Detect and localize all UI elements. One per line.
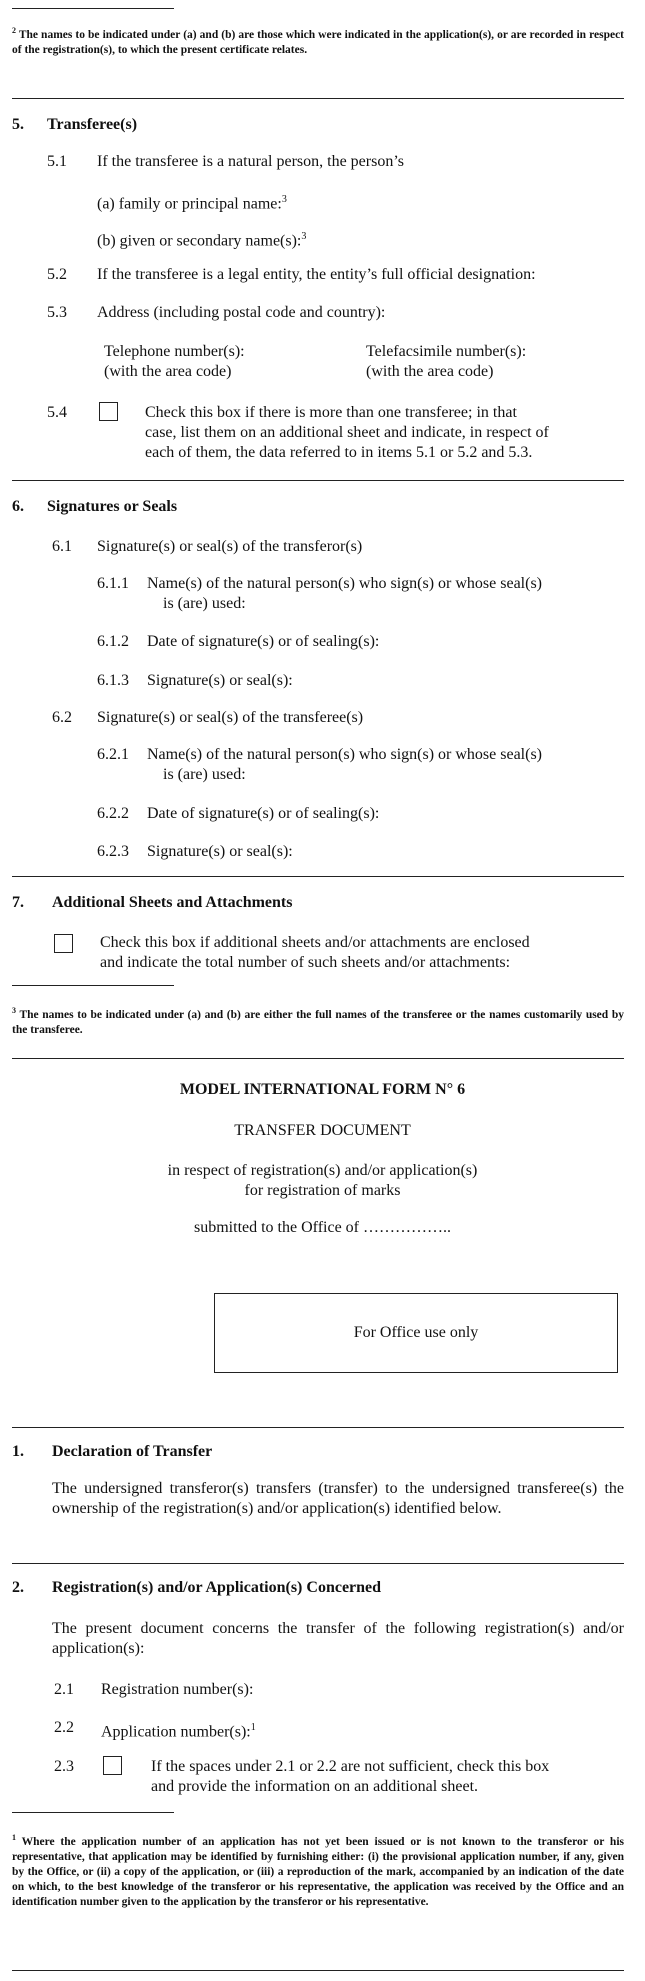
section-divider xyxy=(12,98,624,99)
footnote-1 xyxy=(12,1830,624,1910)
footnote-text: The names to be indicated under (a) and (b) are those which were indicated in the application(s), or are recorded in respect of the registration(s), to which the present certificate relates. xyxy=(12,28,624,56)
section-divider xyxy=(12,480,624,481)
item-6-2-1-text xyxy=(147,745,542,785)
telefacsimile-label xyxy=(366,342,526,382)
section-7-text xyxy=(100,933,624,973)
section-2-text: The present document concerns the transfer of the following registration(s) and/or application(s): xyxy=(52,1620,624,1657)
item-5-2-number: 5.2 xyxy=(47,266,67,283)
office-use-box xyxy=(214,1293,618,1373)
office-use-label: For Office use only xyxy=(353,1324,479,1341)
page-bottom-rule xyxy=(12,1970,624,1971)
footnote-text: The names to be indicated under (a) and (b) are either the full names of the transferee or the names customarily used by the transferee. xyxy=(12,1008,624,1036)
item-2-2-number: 2.2 xyxy=(54,1719,74,1736)
section-divider xyxy=(12,1058,624,1059)
telefacsimile-line-1: Telefacsimile number(s): xyxy=(366,343,527,360)
section-5-number: 5. xyxy=(12,116,24,133)
item-6-1-1-line-2: is (are) used: xyxy=(163,595,246,612)
footnote-short-rule xyxy=(12,8,174,9)
footnote-ref: 3 xyxy=(281,194,287,205)
item-5-4-line-1: Check this box if there is more than one transferee; in that xyxy=(145,404,517,421)
item-2-3-line-1: If the spaces under 2.1 or 2.2 are not sufficient, check this box xyxy=(151,1758,550,1775)
footnote-short-rule xyxy=(12,985,174,986)
submitted-to-office: submitted to the Office of …………….. xyxy=(194,1219,451,1236)
footnote-marker: 3 xyxy=(12,1006,16,1015)
item-6-1-1-number: 6.1.1 xyxy=(97,575,129,592)
footnote-text: Where the application number of an application has not yet been issued or is not known to the transferor or his representative, that application may be identified by furnishing either: (i) the provisional application number, if any, given by the Office, or (ii) a copy of the application, or (iii) a reproduction of the mark, accompanied by an indication of the date on which, to the best knowledge of the transferor or his representative, the application was received by the Office and an identification number given to the application by the transferor or his representative. xyxy=(12,1835,625,1908)
item-5-2-text: If the transferee is a legal entity, the entity’s full official designation: xyxy=(97,266,536,283)
section-7-number: 7. xyxy=(12,894,24,911)
item-5-4-text xyxy=(145,403,624,463)
item-6-2-1-line-1: Name(s) of the natural person(s) who sign(s) or whose seal(s) xyxy=(147,746,542,763)
form-scope-line-1: in respect of registration(s) and/or application(s) xyxy=(167,1162,478,1179)
section-6-title: Signatures or Seals xyxy=(47,498,178,515)
item-5-1-b-text: (b) given or secondary name(s): xyxy=(97,232,302,250)
item-6-2-1-line-2: is (are) used: xyxy=(163,766,246,783)
item-6-1-3-number: 6.1.3 xyxy=(97,672,129,689)
item-6-2-number: 6.2 xyxy=(52,709,72,726)
item-2-3-line-2: and provide the information on an additional sheet. xyxy=(151,1778,479,1795)
item-6-2-1-number: 6.2.1 xyxy=(97,746,129,763)
insufficient-space-checkbox[interactable] xyxy=(103,1756,122,1775)
section-divider xyxy=(12,1563,624,1564)
item-2-3-number: 2.3 xyxy=(54,1758,74,1775)
section-2-title: Registration(s) and/or Application(s) Concerned xyxy=(52,1579,382,1596)
item-5-4-line-2: case, list them on an additional sheet and indicate, in respect of xyxy=(145,424,549,441)
telephone-line-1: Telephone number(s): xyxy=(104,343,245,360)
item-5-1-b xyxy=(97,227,306,251)
item-5-1-a xyxy=(97,190,287,214)
item-5-1-number: 5.1 xyxy=(47,153,67,170)
form-title: MODEL INTERNATIONAL FORM N° 6 xyxy=(179,1081,466,1098)
item-2-1-number: 2.1 xyxy=(54,1681,74,1698)
item-6-2-2-text: Date of signature(s) or of sealing(s): xyxy=(147,805,380,822)
item-6-2-2-number: 6.2.2 xyxy=(97,805,129,822)
footnote-short-rule xyxy=(12,1812,174,1813)
item-5-1-a-text: (a) family or principal name: xyxy=(97,195,282,213)
item-2-2-label: Application number(s): xyxy=(101,1723,251,1741)
section-5-title: Transferee(s) xyxy=(47,116,138,133)
section-7-title: Additional Sheets and Attachments xyxy=(52,894,293,911)
telephone-label xyxy=(104,342,245,382)
section-2-number: 2. xyxy=(12,1579,24,1596)
footnote-3 xyxy=(12,1003,624,1038)
item-2-2-text xyxy=(101,1718,256,1742)
multiple-transferees-checkbox[interactable] xyxy=(99,402,118,421)
item-5-3-text: Address (including postal code and country): xyxy=(97,304,386,321)
footnote-marker: 2 xyxy=(12,26,16,35)
item-6-1-number: 6.1 xyxy=(52,538,72,555)
footnote-2 xyxy=(12,23,624,58)
item-6-1-3-text: Signature(s) or seal(s): xyxy=(147,672,293,689)
footnote-marker: 1 xyxy=(12,1833,16,1842)
item-6-1-text: Signature(s) or seal(s) of the transferor(s) xyxy=(97,538,363,555)
item-6-1-2-text: Date of signature(s) or of sealing(s): xyxy=(147,633,380,650)
telephone-line-2: (with the area code) xyxy=(104,363,232,380)
item-6-1-1-text xyxy=(147,574,542,614)
section-1-title: Declaration of Transfer xyxy=(52,1443,213,1460)
item-6-2-text: Signature(s) or seal(s) of the transferee(s) xyxy=(97,709,364,726)
item-5-4-line-3: each of them, the data referred to in items 5.1 or 5.2 and 5.3. xyxy=(145,444,533,461)
item-6-2-3-number: 6.2.3 xyxy=(97,843,129,860)
section-7-line-1: Check this box if additional sheets and/or attachments are enclosed xyxy=(100,934,530,951)
telefacsimile-line-2: (with the area code) xyxy=(366,363,494,380)
additional-sheets-checkbox[interactable] xyxy=(54,934,73,953)
section-1-text: The undersigned transferor(s) transfers (transfer) to the undersigned transferee(s) the ownership of the registration(s) and/or application(s) identified below. xyxy=(52,1480,624,1517)
form-scope-line-2: for registration of marks xyxy=(244,1182,401,1199)
section-1-number: 1. xyxy=(12,1443,24,1460)
footnote-ref: 3 xyxy=(301,231,307,242)
item-6-1-2-number: 6.1.2 xyxy=(97,633,129,650)
footnote-ref: 1 xyxy=(250,1722,256,1733)
form-scope xyxy=(0,1161,645,1201)
section-divider xyxy=(12,876,624,877)
item-6-2-3-text: Signature(s) or seal(s): xyxy=(147,843,293,860)
form-subtitle: TRANSFER DOCUMENT xyxy=(234,1122,411,1139)
section-divider xyxy=(12,1427,624,1428)
item-5-4-number: 5.4 xyxy=(47,404,67,421)
item-5-1-text: If the transferee is a natural person, the person’s xyxy=(97,153,404,170)
item-2-1-text: Registration number(s): xyxy=(101,1681,254,1698)
section-6-number: 6. xyxy=(12,498,24,515)
item-5-3-number: 5.3 xyxy=(47,304,67,321)
section-7-line-2: and indicate the total number of such sheets and/or attachments: xyxy=(100,954,511,971)
item-2-3-text xyxy=(151,1757,624,1797)
item-6-1-1-line-1: Name(s) of the natural person(s) who sign(s) or whose seal(s) xyxy=(147,575,542,592)
